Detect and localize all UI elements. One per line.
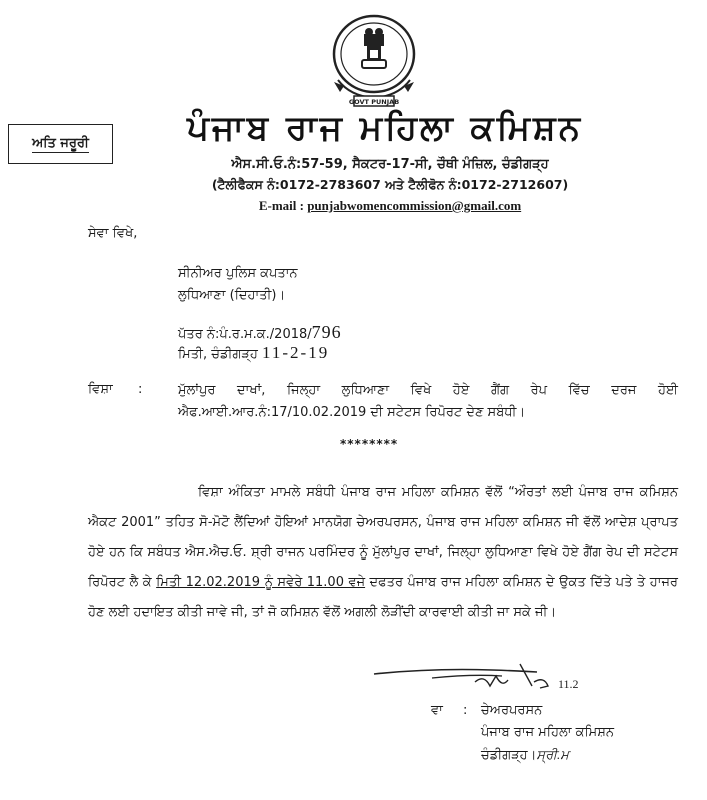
email-link[interactable]: punjabwomencommission@gmail.com: [307, 198, 522, 213]
recipient-location: ਲੁਧਿਆਣਾ (ਦਿਹਾਤੀ)।: [178, 288, 286, 303]
urgent-stamp: [8, 124, 113, 164]
signature-by-label: ਵਾ: [431, 703, 443, 718]
letter-date-handwritten: 11-2-19: [262, 343, 330, 362]
subject-text: ਮੁੱਲਾਂਪੁਰ ਦਾਖਾਂ, ਜਿਲ੍ਹਾ ਲੁਧਿਆਣਾ ਵਿਖੇ ਹੋਏ ਗੈਂਗ ਰੇਪ ਵਿੱਚ ਦਰਜ ਹੋਈ ਐਫ.ਆਈ.ਆਰ.ਨੰ:17/10.02.2019 ਦੀ ਸਟੇਟਸ ਰਿਪੋਰਟ ਦੇਣ ਸਬੰਧੀ।: [178, 383, 678, 420]
state-emblem-seal: [328, 12, 420, 112]
body-part-2: ਦਫਤਰ ਪੰਜਾਬ ਰਾਜ ਮਹਿਲਾ ਕਮਿਸ਼ਨ ਦੇ ਉਕਤ ਦਿੱਤੇ ਪਤੇ ਤੇ ਹਾਜਰ ਹੋਣ ਲਈ ਹਦਾਇਤ ਕੀਤੀ ਜਾਵੇ ਜੀ, ਤਾਂ ਜੋ ਕਮਿਸ਼ਨ ਵੱਲੋਂ ਅਗਲੀ ਲੋੜੀਂਦੀ ਕਾਰਵਾਈ ਕੀਤੀ ਜਾ ਸਕੇ ਜੀ।: [88, 575, 678, 620]
urgent-label: ਅਤਿ ਜਰੂਰੀ: [32, 135, 89, 151]
organization-title: ਪੰਜਾਬ ਰਾਜ ਮਹਿਲਾ ਕਮਿਸ਼ਨ: [187, 108, 583, 148]
signature-scribble: [372, 662, 612, 702]
svg-text:11.2: 11.2: [558, 677, 579, 691]
signatory-location: [481, 747, 569, 763]
body-underlined-date-time: ਮਿਤੀ 12.02.2019 ਨੂੰ ਸਵੇਰੇ 11.00 ਵਜੇ: [156, 575, 366, 590]
letter-date: [178, 343, 329, 363]
handwritten-signature-icon: [372, 662, 612, 702]
signatory-city: ਚੰਡੀਗੜ੍ਹ।: [481, 748, 537, 763]
letter-number: [178, 322, 342, 343]
body-part-1: ਵਿਸ਼ਾ ਅੰਕਿਤਾ ਮਾਮਲੇ ਸਬੰਧੀ ਪੰਜਾਬ ਰਾਜ ਮਹਿਲਾ ਕਮਿਸ਼ਨ ਵੱਲੋਂ “ਔਰਤਾਂ ਲਈ ਪੰਜਾਬ ਰਾਜ ਕਮਿਸ਼ਨ ਐਕਟ 2001” ਤਹਿਤ ਸੋ-ਮੋਟੋ ਲੈਂਦਿਆਂ ਹੋਇਆਂ ਮਾਨਯੋਗ ਚੇਅਰਪਰਸਨ, ਪੰਜਾਬ ਰਾਜ ਮਹਿਲਾ ਕਮਿਸ਼ਨ ਜੀ ਵੱਲੋਂ ਆਦੇਸ਼ ਪ੍ਰਾਪਤ ਹੋਏ ਹਨ ਕਿ ਸਬੰਧਤ ਐਸ.ਐਚ.ਓ. ਸ਼੍ਰੀ ਰਾਜਨ ਪਰਮਿੰਦਰ ਨੂੰ ਮੁੱਲਾਂਪੁਰ ਦਾਖਾਂ, ਜਿਲ੍ਹਾ ਲੁਧਿਆਣਾ ਵਿਖੇ ਹੋਏ ਗੈਂਗ ਰੇਪ ਦੀ ਸਟੇਟਸ ਰਿਪੋਰਟ ਲੈ ਕੇ: [88, 485, 678, 590]
letter-date-prefix: ਮਿਤੀ, ਚੰਡੀਗੜ੍ਹ: [178, 347, 263, 362]
office-address: ਐਸ.ਸੀ.ਓ.ਨੰ:57-59, ਸੈਕਟਰ-17-ਸੀ, ਚੌਥੀ ਮੰਜ਼ਿਲ, ਚੰਡੀਗੜ੍ਹ: [231, 157, 549, 172]
signature-colon: :: [463, 703, 468, 718]
signatory-title: ਚੇਅਰਪਰਸਨ: [481, 703, 543, 718]
subject-colon: :: [138, 382, 143, 397]
separator: ********: [340, 437, 399, 451]
letter-number-handwritten: 796: [311, 322, 342, 342]
contact-phones: (ਟੈਲੀਫੈਕਸ ਨੰ:0172-2783607 ਅਤੇ ਟੈਲੀਫੋਨ ਨੰ:0172-2712607): [211, 177, 569, 192]
signatory-organization: ਪੰਜਾਬ ਰਾਜ ਮਹਿਲਾ ਕਮਿਸ਼ਨ: [481, 725, 614, 740]
salutation: ਸੇਵਾ ਵਿਖੇ,: [88, 226, 138, 241]
email-line: [190, 198, 590, 214]
subject-label: ਵਿਸ਼ਾ: [88, 382, 113, 397]
signatory-initials: ਸ੍ਰੀ.ਮ: [536, 747, 569, 762]
recipient-designation: ਸੀਨੀਅਰ ਪੁਲਿਸ ਕਪਤਾਨ: [178, 266, 298, 281]
svg-text:GOVT PUNJAB: GOVT PUNJAB: [348, 98, 400, 106]
letter-number-prefix: ਪੱਤਰ ਨੰ:ਪੰ.ਰ.ਮ.ਕ./2018/: [178, 327, 312, 342]
letter-body: [88, 478, 678, 628]
ashoka-emblem-icon: [328, 12, 420, 112]
email-label: E-mail :: [258, 198, 308, 213]
